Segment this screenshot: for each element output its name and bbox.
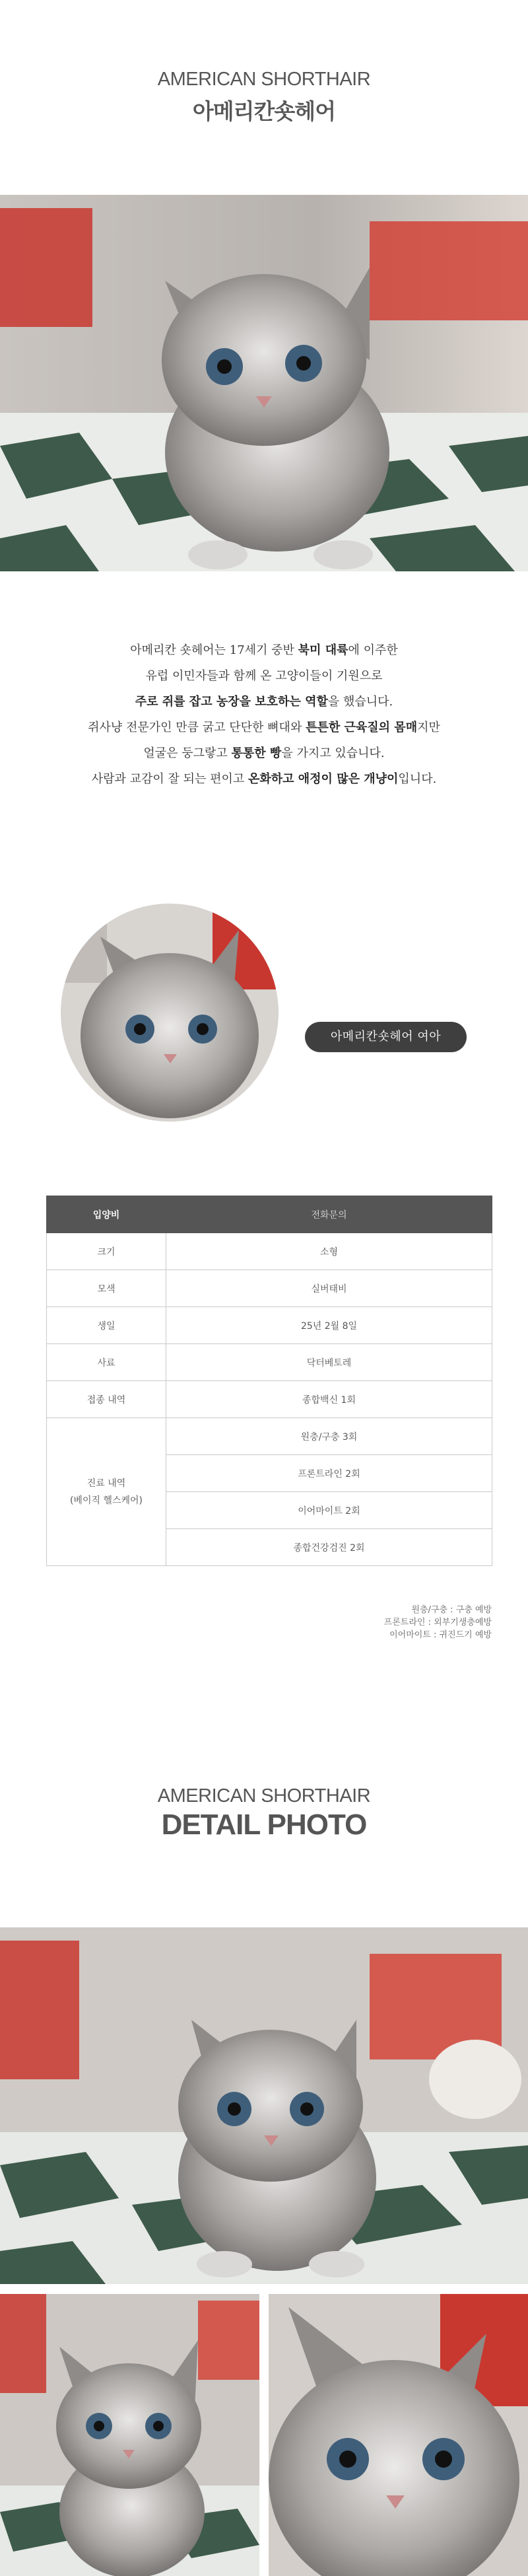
description-bold-text: 북미 대륙: [298, 643, 348, 657]
description-text: 아메리칸 숏헤어는 17세기 중반: [130, 643, 298, 657]
description-line: [0, 689, 528, 715]
table-cell: 이어마이트 2회: [166, 1492, 492, 1529]
description-bold-text: 온화하고 애정이 많은 개냥이: [248, 772, 399, 786]
kitten-photo-icon: [0, 1927, 528, 2284]
description-text: 입니다.: [398, 772, 437, 786]
description-line: [0, 663, 528, 689]
table-cell: 원충/구충 3회: [166, 1418, 492, 1455]
detail-kitten-photo-right: [269, 2294, 528, 2576]
description-text: 유럽 이민자들과 함께 온 고양이들이 기원으로: [145, 669, 383, 683]
table-row: [47, 1418, 492, 1455]
table-cell: 25년 2월 8일: [166, 1307, 492, 1344]
table-cell: 접종 내역: [47, 1381, 166, 1418]
profile-label-pill: 아메리칸숏헤어 여아: [305, 1022, 467, 1052]
table-row: [47, 1381, 492, 1418]
table-cell: 종합백신 1회: [166, 1381, 492, 1418]
detail-header: [0, 1785, 528, 1842]
header-title-en: AMERICAN SHORTHAIR: [157, 69, 371, 90]
breed-description: [0, 637, 528, 792]
table-cell: 사료: [47, 1344, 166, 1381]
kitten-photo-icon: [61, 904, 279, 1122]
description-text: 을 가지고 있습니다.: [281, 746, 385, 760]
description-bold-text: 주로 쥐를 잡고 농장을 보호하는 역할: [135, 695, 328, 709]
profile-kitten-photo: [61, 904, 279, 1122]
note-line: 원충/구충 : 구충 예방: [411, 1605, 492, 1615]
table-cell: 소형: [166, 1233, 492, 1270]
care-notes: [384, 1604, 492, 1641]
kitten-photo-icon: [0, 195, 528, 571]
table-cell: 실버태비: [166, 1270, 492, 1307]
detail-kitten-photo-left: [0, 2294, 259, 2576]
table-cell: 크기: [47, 1233, 166, 1270]
info-table: [46, 1196, 492, 1566]
description-text: 얼굴은 둥그랗고: [143, 746, 232, 760]
table-header-cell: 입양비: [47, 1196, 166, 1233]
table-cell: 프론트라인 2회: [166, 1455, 492, 1492]
table-cell: 생일: [47, 1307, 166, 1344]
description-bold-text: 통통한 빵: [231, 746, 282, 760]
detail-title-big: DETAIL PHOTO: [161, 1808, 367, 1841]
table-cell: 모색: [47, 1270, 166, 1307]
note-line: 프론트라인 : 외부기생충예방: [383, 1618, 492, 1628]
description-line: [0, 740, 528, 766]
care-label-sub: (베이직 헬스케어): [69, 1495, 143, 1506]
detail-title-en: AMERICAN SHORTHAIR: [157, 1785, 371, 1807]
table-header-row: [47, 1196, 492, 1233]
table-row: [47, 1233, 492, 1270]
description-text: 을 했습니다.: [327, 695, 393, 709]
detail-kitten-photo: [0, 1927, 528, 2284]
header-title-ko: 아메리칸숏헤어: [192, 98, 336, 124]
description-bold-text: 튼튼한 근육질의 몸매: [306, 721, 418, 734]
note-line: 이어마이트 : 귀진드기 예방: [389, 1630, 492, 1640]
kitten-photo-icon: [0, 2294, 259, 2576]
table-header-cell[interactable]: 전화문의: [166, 1196, 492, 1233]
description-text: 사람과 교감이 잘 되는 편이고: [91, 772, 248, 786]
table-cell: 닥터베토레: [166, 1344, 492, 1381]
kitten-photo-icon: [269, 2294, 528, 2576]
description-text: 에 이주한: [348, 643, 398, 657]
description-line: [0, 637, 528, 663]
hero-kitten-photo: [0, 195, 528, 571]
table-row: [47, 1307, 492, 1344]
top-header: [0, 69, 528, 125]
description-line: [0, 715, 528, 740]
table-cell: 종합건강검진 2회: [166, 1529, 492, 1566]
table-row: [47, 1344, 492, 1381]
table-row: [47, 1270, 492, 1307]
description-text: 지만: [417, 721, 440, 734]
description-text: 쥐사냥 전문가인 만큼 굵고 단단한 뼈대와: [88, 721, 306, 734]
description-line: [0, 766, 528, 792]
care-label-cell: [47, 1418, 166, 1566]
care-label: 진료 내역: [86, 1478, 126, 1489]
